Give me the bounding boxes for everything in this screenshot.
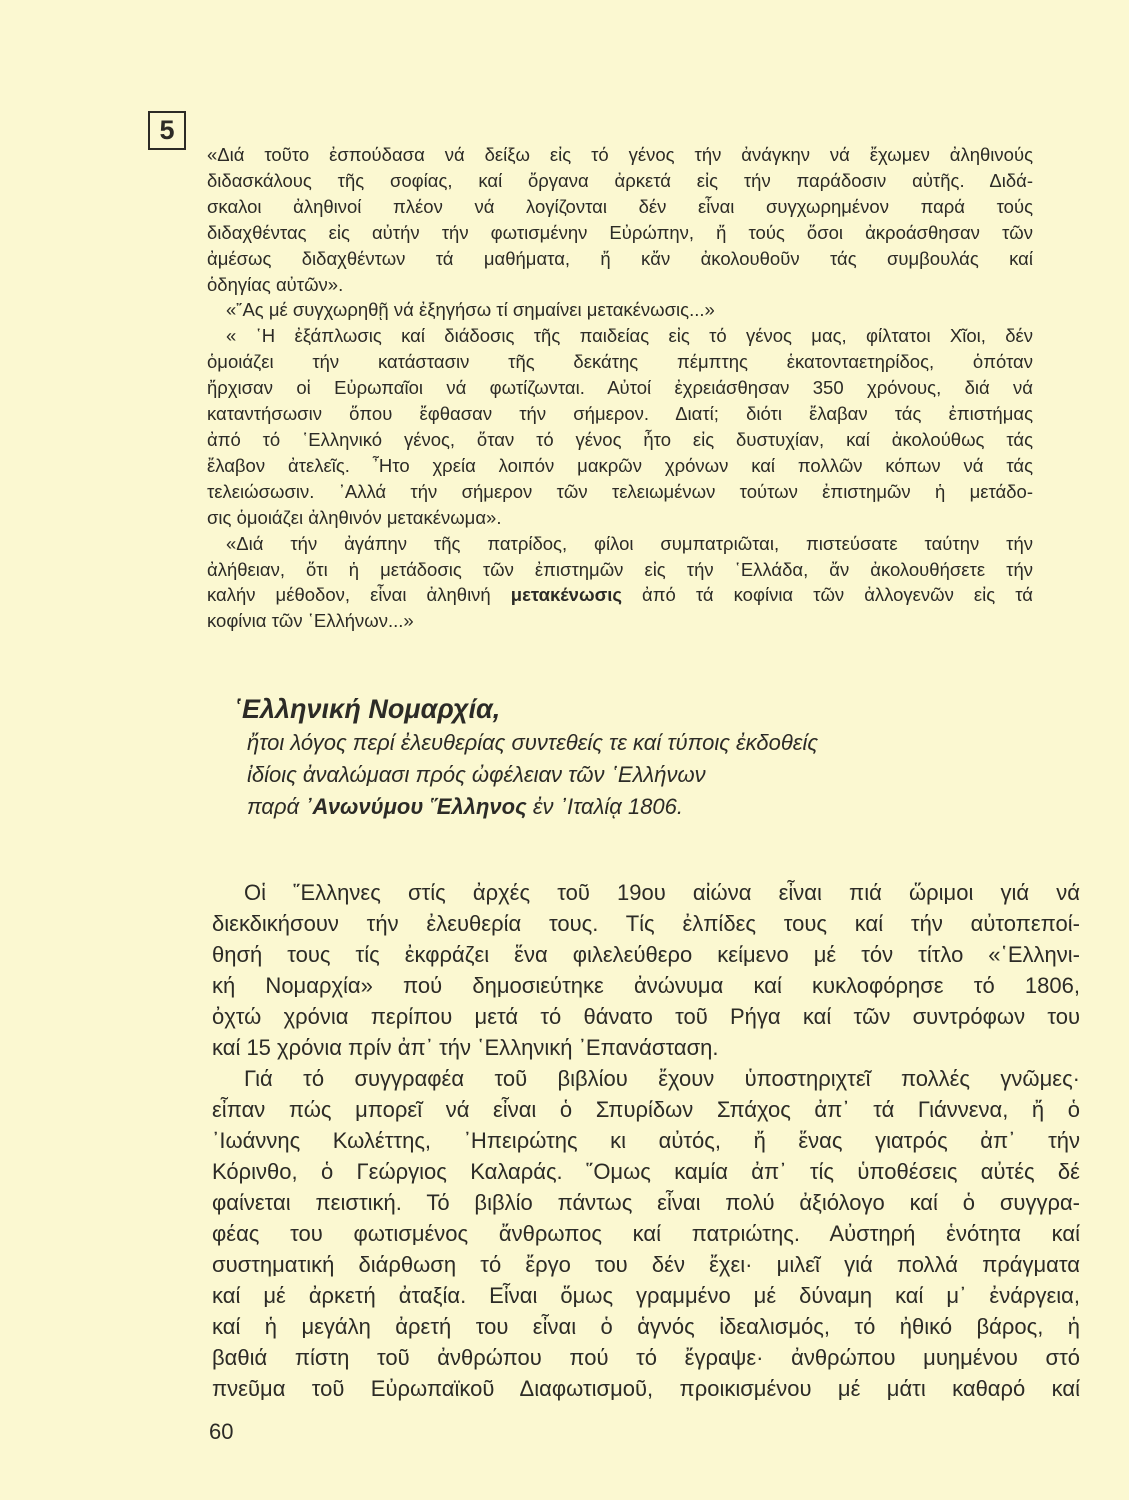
text-line: βαθιά πίστη τοῦ ἀνθρώπου πού τό ἔγραψε· ἀνθρώπου μυημένου στό (212, 1345, 1080, 1370)
text-segment: ἰδίοις ἀναλώμασι πρός ὠφέλειαν τῶν ῾Ελλήνων (247, 762, 706, 787)
text-line: ὁμοιάζει τήν κατάστασιν τῆς δεκάτης πέμπτης ἑκατονταετηρίδος, ὁπόταν (207, 351, 1033, 373)
text-line: καί ἡ μεγάλη ἀρετή του εἶναι ὁ ἁγνός ἰδεαλισμός, τό ἠθικό βάρος, ἡ (212, 1314, 1080, 1339)
text-line: εἶπαν πώς μπορεῖ νά εἶναι ὁ Σπυρίδων Σπάχος ἀπ᾽ τά Γιάννενα, ἤ ὁ (212, 1097, 1080, 1122)
commentary-text (212, 877, 1080, 1404)
text-line (247, 727, 818, 759)
text-line: «῎Ας μέ συγχωρηθῇ νά ἐξηγήσω τί σημαίνει μετακένωσις...» (226, 299, 715, 321)
text-line (207, 582, 1033, 608)
text-line: φέας του φωτισμένος ἄνθρωπος καί πατριώτης. Αὐστηρή ἑνότητα καί (212, 1221, 1080, 1246)
text-segment: παρά (247, 794, 306, 819)
text-line: θησή τους τίς ἐκφράζει ἕνα φιλελεύθερο κείμενο μέ τόν τίτλο «῾Ελληνι- (212, 942, 1080, 967)
page-number: 60 (209, 1419, 234, 1444)
paragraph (207, 142, 1033, 297)
text-line: ἤρχισαν οἱ Εὐρωπαῖοι νά φωτίζωνται. Αὐτοί ἐχρειάσθησαν 350 χρόνους, διά νά (207, 377, 1033, 399)
text-line: « ῾Η ἐξάπλωσις καί διάδοσις τῆς παιδείας εἰς τό γένος μας, φίλτατοι Χῖοι, δέν (226, 325, 1033, 347)
text-line: Γιά τό συγγραφέα τοῦ βιβλίου ἔχουν ὑποστηριχτεῖ πολλές γνῶμες· (244, 1066, 1080, 1091)
text-line: κοφίνια τῶν ῾Ελλήνων...» (207, 610, 414, 632)
text-line: διδαχθέντας εἰς αὐτήν τήν φωτισμένην Εὐρώπην, ἤ τούς ὅσοι ἀκροάσθησαν τῶν (207, 221, 1033, 243)
text-segment: καλήν μέθοδον, εἶναι ἀληθινή (207, 584, 511, 606)
emphasized-text: ᾽Ανωνύμου ῞Ελληνος (305, 794, 527, 819)
text-line: ἀλήθειαν, ὅτι ἡ μετάδοσις τῶν ἐπιστημῶν εἰς τήν ῾Ελλάδα, ἄν ἀκολουθήσετε τήν (207, 558, 1033, 580)
text-line: Οἱ ῞Ελληνες στίς ἀρχές τοῦ 19ου αἰώνα εἶναι πιά ὥριμοι γιά νά (244, 880, 1080, 905)
text-line: διεκδικήσουν τήν ἐλευθερία τους. Τίς ἐλπίδες τους καί τήν αὐτοπεποί- (212, 911, 1080, 936)
text-line: σκαλοι ἀληθινοί πλέον νά λογίζονται δέν εἶναι συγχωρημένον παρά τούς (207, 195, 1033, 217)
text-line: κή Νομαρχία» πού δημοσιεύτηκε ἀνώνυμα καί κυκλοφόρησε τό 1806, (212, 973, 1080, 998)
text-line (247, 791, 818, 823)
text-line: ὁδηγίας αὐτῶν». (207, 273, 344, 295)
paragraph (212, 877, 1080, 1063)
text-segment: ἀπό τά κοφίνια τῶν ἀλλογενῶν εἰς τά (622, 584, 1033, 606)
text-line: ᾽Ιωάννης Κωλέττης, ᾽Ηπειρώτης κι αὐτός, ἤ ἕνας γιατρός ἀπ᾽ τήν (212, 1128, 1080, 1153)
paragraph (207, 531, 1033, 635)
text-line: καί 15 χρόνια πρίν ἀπ᾽ τήν ῾Ελληνική ᾽Επανάσταση. (212, 1035, 719, 1060)
source-subtitle (247, 727, 818, 823)
text-line: πνεῦμα τοῦ Εὐρωπαϊκοῦ Διαφωτισμοῦ, προικισμένου μέ μάτι καθαρό καί (212, 1376, 1080, 1401)
text-line: συστηματική διάρθωση τό ἔργο του δέν ἔχει· μιλεῖ γιά πολλά πράγματα (212, 1252, 1080, 1277)
emphasized-text: μετακένωσις (510, 584, 622, 606)
text-segment: ἐν ᾽Ιταλίᾳ 1806. (526, 794, 684, 819)
text-line: καταντήσωσιν ὅπου ἔφθασαν τήν σήμερον. Διατί; διότι ἔλαβαν τάς ἐπιστήμας (207, 403, 1033, 425)
text-line: ἔλαβον ἀτελεῖς. ῏Ητο χρεία λοιπόν μακρῶν χρόνων καί πολλῶν κόπων νά τάς (207, 454, 1033, 476)
quoted-excerpt (207, 142, 1033, 634)
paragraph (212, 1063, 1080, 1404)
text-line: Κόρινθο, ὁ Γεώργιος Καλαράς. ῞Ομως καμία ἀπ᾽ τίς ὑποθέσεις αὐτές δέ (212, 1159, 1080, 1184)
paragraph (207, 297, 1033, 323)
text-line: ἀμέσως διδαχθέντων τά μαθήματα, ἤ κἄν ἀκολουθοῦν τάς συμβουλάς καί (207, 247, 1033, 269)
text-segment: ἤτοι λόγος περί ἐλευθερίας συντεθείς τε καί τύποις ἐκδοθείς (247, 730, 819, 755)
source-title: ῾Ελληνική Νομαρχία, (233, 694, 501, 724)
text-line: διδασκάλους τῆς σοφίας, καί ὄργανα ἀρκετά εἰς τήν παράδοσιν αὐτῆς. Διδά- (207, 169, 1033, 191)
text-line (247, 759, 818, 791)
text-line: ὀχτώ χρόνια περίπου μετά τό θάνατο τοῦ Ρήγα καί τῶν συντρόφων του (212, 1004, 1080, 1029)
text-line: φαίνεται πειστική. Τό βιβλίο πάντως εἶναι πολύ ἀξιόλογο καί ὁ συγγρα- (212, 1190, 1080, 1215)
paragraph (207, 323, 1033, 530)
text-line: ἀπό τό ῾Ελληνικό γένος, ὅταν τό γένος ἦτο εἰς δυστυχίαν, καί ἀκολούθως τάς (207, 428, 1033, 450)
text-line: «Διά τοῦτο ἐσπούδασα νά δείξω εἰς τό γένος τήν ἀνάγκην νά ἔχωμεν ἀληθινούς (207, 144, 1033, 165)
text-line: «Διά τήν ἀγάπην τῆς πατρίδος, φίλοι συμπατριῶται, πιστεύσατε ταύτην τήν (226, 532, 1033, 554)
text-line: καί μέ ἀρκετή ἀταξία. Εἶναι ὅμως γραμμένο μέ δύναμη καί μ᾽ ἐνάργεια, (212, 1283, 1080, 1308)
section-number-box: 5 (148, 111, 186, 150)
text-line: τελειώσωσιν. ᾽Αλλά τήν σήμερον τῶν τελειωμένων τούτων ἐπιστημῶν ἡ μετάδο- (207, 480, 1033, 502)
text-line: σις ὁμοιάζει ἀληθινόν μετακένωμα». (207, 506, 502, 528)
